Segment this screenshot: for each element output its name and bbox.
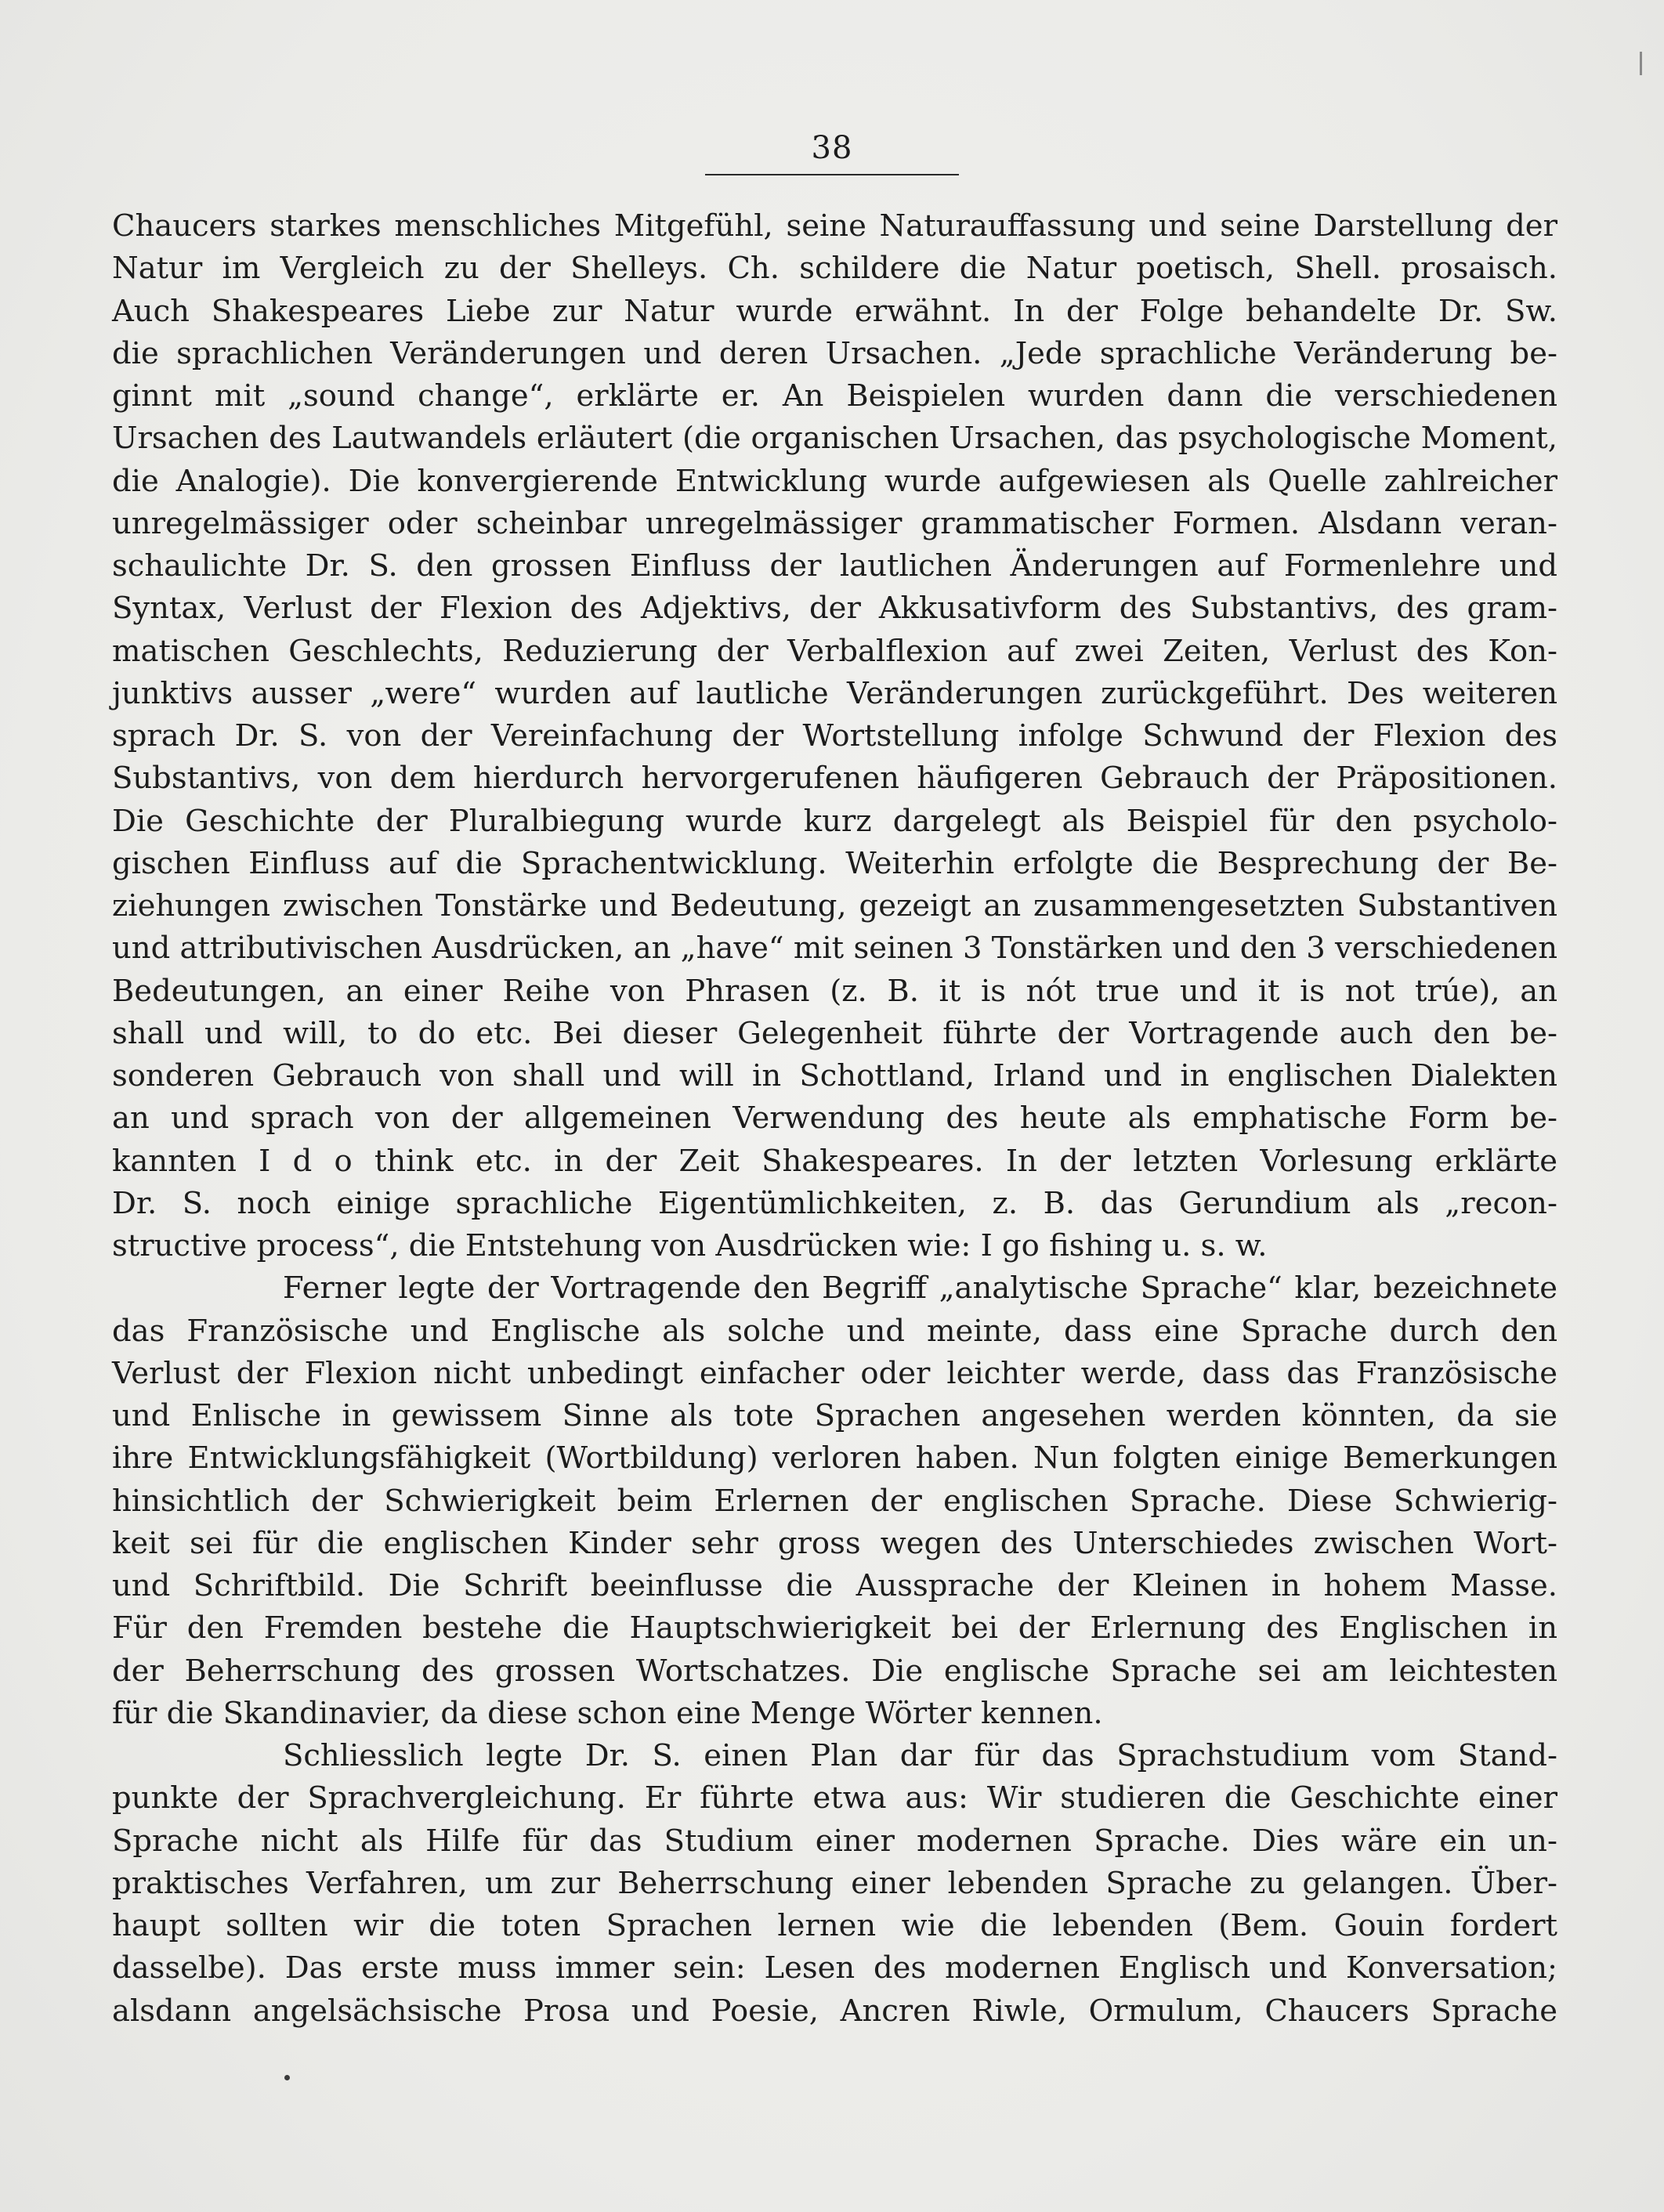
text-line: shall und will, to do etc. Bei dieser Gelegenheit führte der Vortragende auch den be- <box>112 1015 1557 1051</box>
page-header <box>705 125 959 175</box>
text-line: der Beherrschung des grossen Wortschatzes. Die englische Sprache sei am leichtesten <box>112 1653 1557 1689</box>
paragraph-start-line: Ferner legte der Vortragende den Begriff „analytische Sprache“ klar, bezeichnete <box>283 1270 1557 1307</box>
text-line: und attributivischen Ausdrücken, an „have“ mit seinen 3 Tonstärken und den 3 verschiedenen <box>112 931 1557 967</box>
text-line: praktisches Verfahren, um zur Beherrschung einer lebenden Sprache zu gelangen. Über- <box>112 1865 1557 1901</box>
text-line: die Analogie). Die konvergierende Entwicklung wurde aufgewiesen als Quelle zahlreicher <box>112 463 1557 499</box>
page-number: 38 <box>811 130 853 166</box>
text-line: haupt sollten wir die toten Sprachen lernen wie die lebenden (Bem. Gouin fordert <box>112 1908 1557 1943</box>
text-line: und Enlische in gewissem Sinne als tote Sprachen angesehen werden könnten, da sie <box>112 1398 1557 1433</box>
text-line: die sprachlichen Veränderungen und deren Ursachen. „Jede sprachliche Veränderung be- <box>112 335 1557 371</box>
text-line: Dr. S. noch einige sprachliche Eigentümlichkeiten, z. B. das Gerundium als „recon- <box>112 1185 1557 1221</box>
text-line: Für den Fremden bestehe die Hauptschwierigkeit bei der Erlernung des Englischen in <box>112 1610 1557 1646</box>
scan-mark <box>1640 52 1642 75</box>
text-line: dasselbe). Das erste muss immer sein: Lesen des modernen Englisch und Konversation; <box>112 1950 1557 1986</box>
text-line: unregelmässiger oder scheinbar unregelmässiger grammatischer Formen. Alsdann veran- <box>112 505 1557 541</box>
text-line: Natur im Vergleich zu der Shelleys. Ch. schildere die Natur poetisch, Shell. prosaisch. <box>112 251 1557 287</box>
text-line: gischen Einfluss auf die Sprachentwicklung. Weiterhin erfolgte die Besprechung der Be- <box>112 845 1557 881</box>
text-line: Ursachen des Lautwandels erläutert (die organischen Ursachen, das psychologische Moment, <box>112 421 1557 457</box>
text-line: ziehungen zwischen Tonstärke und Bedeutung, gezeigt an zusammengesetzten Substantiven <box>112 888 1557 923</box>
paragraph-end-line: für die Skandinavier, da diese schon eine Menge Wörter kennen. <box>112 1695 1103 1731</box>
text-line: Substantivs, von dem hierdurch hervorgerufenen häufigeren Gebrauch der Präpositionen. <box>112 761 1557 797</box>
text-line: sonderen Gebrauch von shall und will in Schottland, Irland und in englischen Dialekten <box>112 1058 1557 1093</box>
text-line: schaulichte Dr. S. den grossen Einfluss der lautlichen Änderungen auf Formenlehre und <box>112 548 1557 584</box>
text-line: sprach Dr. S. von der Vereinfachung der Wortstellung infolge Schwund der Flexion des <box>112 718 1557 754</box>
text-line: alsdann angelsächsische Prosa und Poesie, Ancren Riwle, Ormulum, Chaucers Sprache <box>112 1993 1557 2029</box>
text-line: matischen Geschlechts, Reduzierung der Verbalflexion auf zwei Zeiten, Verlust des Kon- <box>112 633 1557 669</box>
text-line: junktivs ausser „were“ wurden auf lautliche Veränderungen zurückgeführt. Des weiteren <box>112 675 1557 711</box>
text-line: Verlust der Flexion nicht unbedingt einfacher oder leichter werde, dass das Französische <box>112 1355 1557 1391</box>
text-line: Die Geschichte der Pluralbiegung wurde kurz dargelegt als Beispiel für den psycholo- <box>112 803 1557 839</box>
text-line: ginnt mit „sound change“, erklärte er. An Beispielen wurden dann die verschiedenen <box>112 378 1557 414</box>
text-line: Auch Shakespeares Liebe zur Natur wurde erwähnt. In der Folge behandelte Dr. Sw. <box>112 293 1557 329</box>
text-line: und Schriftbild. Die Schrift beeinflusse die Aussprache der Kleinen in hohem Masse. <box>112 1568 1557 1603</box>
text-line: hinsichtlich der Schwierigkeit beim Erlernen der englischen Sprache. Diese Schwierig- <box>112 1483 1557 1519</box>
text-line: keit sei für die englischen Kinder sehr gross wegen des Unterschiedes zwischen Wort- <box>112 1525 1557 1561</box>
text-line: an und sprach von der allgemeinen Verwendung des heute als emphatische Form be- <box>112 1101 1557 1137</box>
paragraph-start-line: Schliesslich legte Dr. S. einen Plan dar für das Sprachstudium vom Stand- <box>283 1738 1557 1773</box>
ink-speck <box>284 2075 290 2080</box>
text-line: kannten I d o think etc. in der Zeit Shakespeares. In der letzten Vorlesung erklärte <box>112 1143 1557 1179</box>
text-line: ihre Entwicklungsfähigkeit (Wortbildung) verloren haben. Nun folgten einige Bemerkungen <box>112 1440 1557 1476</box>
text-line: Chaucers starkes menschliches Mitgefühl, seine Naturauffassung und seine Darstellung der <box>112 208 1557 244</box>
text-line: Syntax, Verlust der Flexion des Adjektivs, der Akkusativform des Substantivs, des gram- <box>112 591 1557 627</box>
paragraph-end-line: structive process“, die Entstehung von Ausdrücken wie: I go fishing u. s. w. <box>112 1228 1268 1263</box>
text-line: Sprache nicht als Hilfe für das Studium einer modernen Sprache. Dies wäre ein un- <box>112 1823 1557 1859</box>
body-text <box>112 205 1557 2033</box>
text-line: Bedeutungen, an einer Reihe von Phrasen (z. B. it is nót true und it is not trúe), an <box>112 973 1557 1009</box>
text-line: das Französische und Englische als solche und meinte, dass eine Sprache durch den <box>112 1313 1557 1349</box>
text-line: punkte der Sprachvergleichung. Er führte etwa aus: Wir studieren die Geschichte einer <box>112 1780 1557 1816</box>
